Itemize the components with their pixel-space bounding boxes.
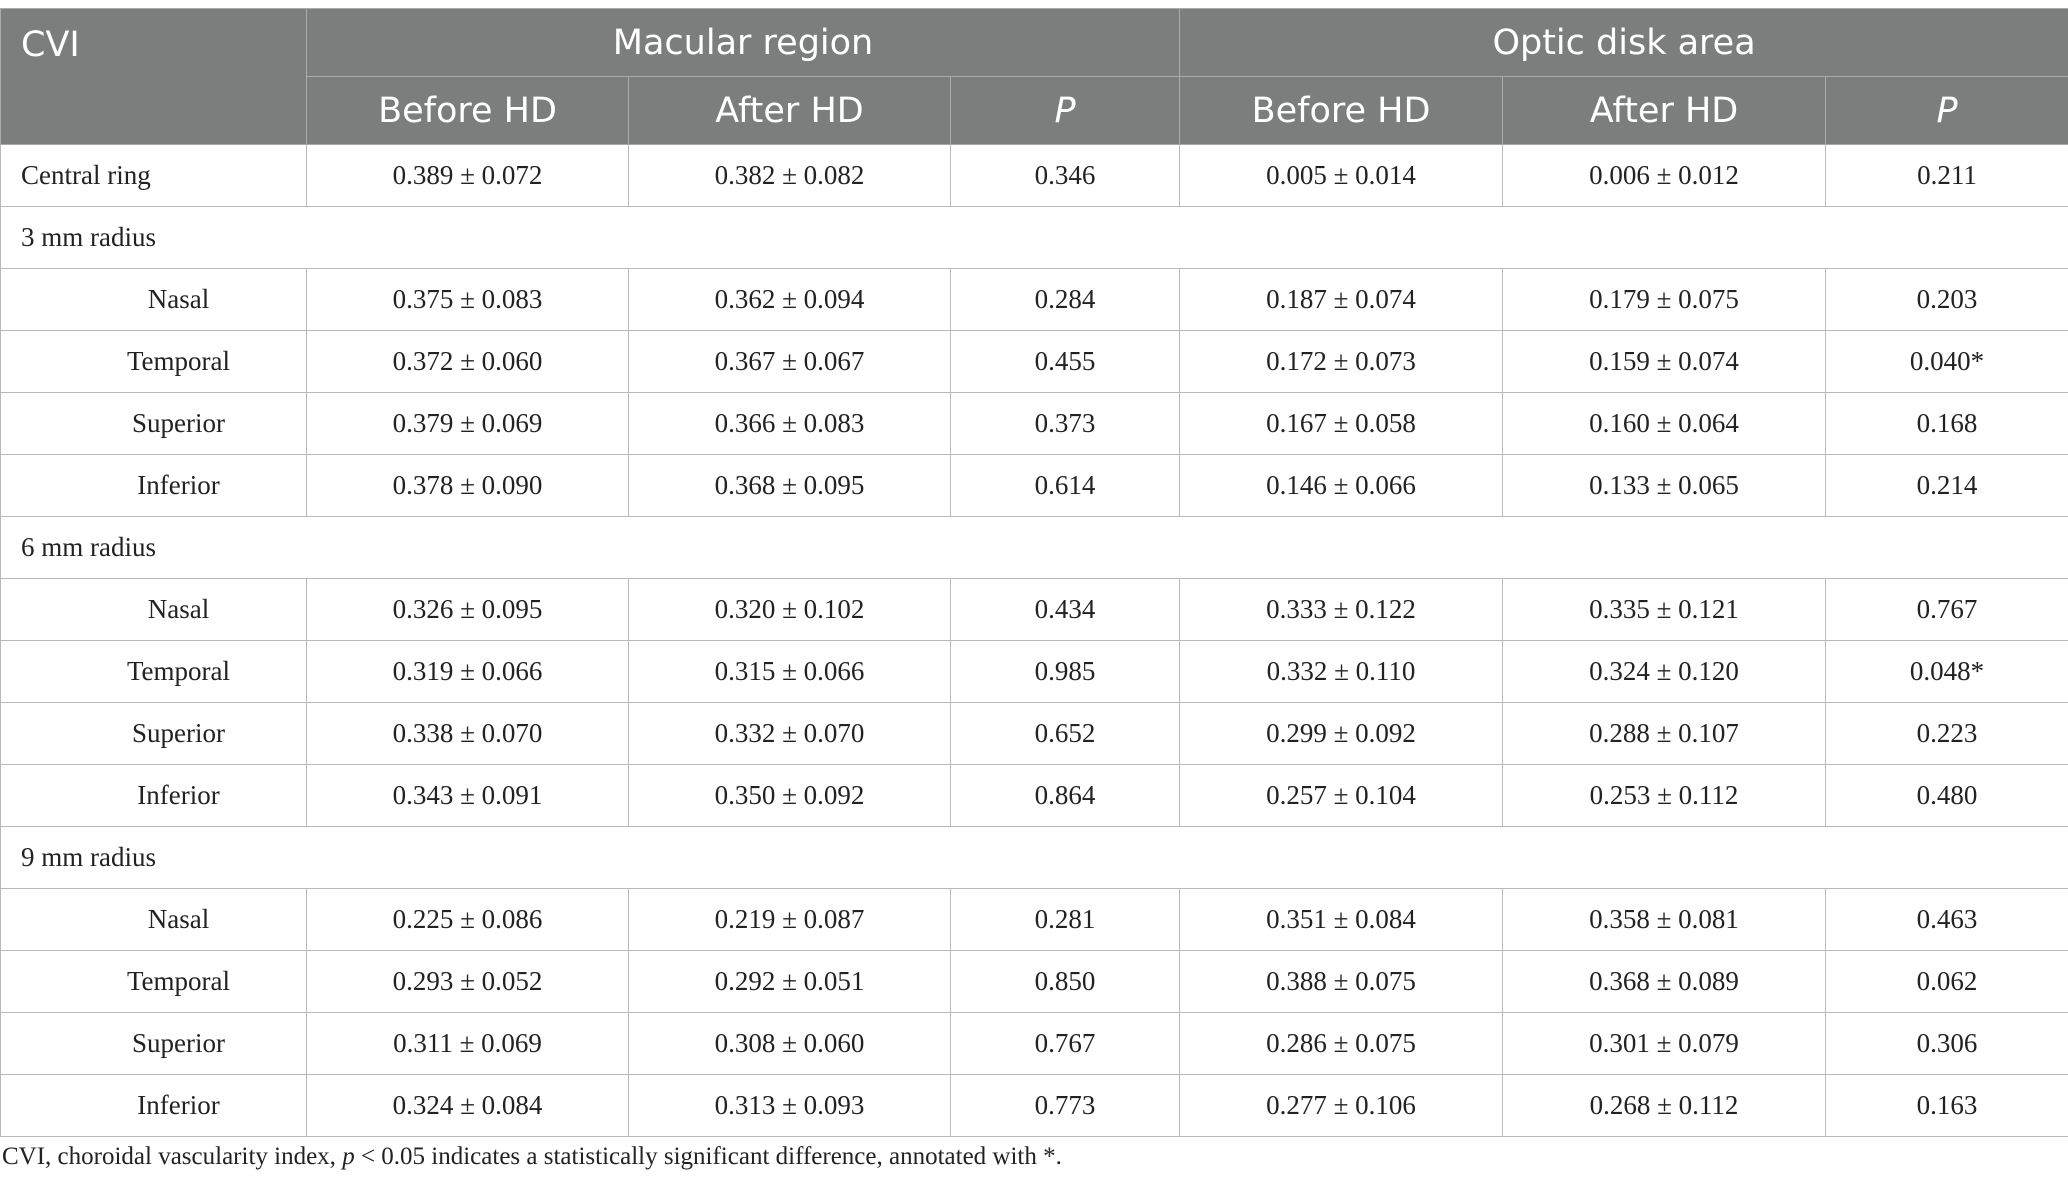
row-label: Nasal — [1, 579, 307, 641]
table-header — [1, 9, 2068, 145]
row-label: Nasal — [1, 889, 307, 951]
table-cell: 0.301 ± 0.079 — [1503, 1013, 1826, 1075]
table-cell: 0.346 — [951, 145, 1180, 207]
table-cell: 0.332 ± 0.070 — [629, 703, 951, 765]
table-cell: 0.172 ± 0.073 — [1180, 331, 1503, 393]
table-cell: 0.167 ± 0.058 — [1180, 393, 1503, 455]
row-label: Superior — [1, 703, 307, 765]
table-cell: 0.211 — [1826, 145, 2068, 207]
section-label: 3 mm radius — [1, 207, 2068, 269]
row-label: Superior — [1, 393, 307, 455]
table-cell: 0.326 ± 0.095 — [307, 579, 629, 641]
row-label: Inferior — [1, 455, 307, 517]
table-cell: 0.214 — [1826, 455, 2068, 517]
table-cell: 0.286 ± 0.075 — [1180, 1013, 1503, 1075]
table-cell: 0.299 ± 0.092 — [1180, 703, 1503, 765]
table-footnote — [2, 1143, 1062, 1171]
table-cell: 0.480 — [1826, 765, 2068, 827]
table-cell: 0.308 ± 0.060 — [629, 1013, 951, 1075]
footnote-p-symbol: p — [342, 1143, 355, 1170]
table-cell: 0.062 — [1826, 951, 2068, 1013]
table-cell: 0.146 ± 0.066 — [1180, 455, 1503, 517]
row-label: Nasal — [1, 269, 307, 331]
row-label: Temporal — [1, 951, 307, 1013]
row-label: Central ring — [1, 145, 307, 207]
header-optic-disk-area: Optic disk area — [1180, 9, 2068, 77]
table-cell: 0.335 ± 0.121 — [1503, 579, 1826, 641]
table-row — [1, 393, 2068, 455]
table-cell: 0.368 ± 0.089 — [1503, 951, 1826, 1013]
table-cell: 0.358 ± 0.081 — [1503, 889, 1826, 951]
table-cell: 0.313 ± 0.093 — [629, 1075, 951, 1137]
table-container — [0, 8, 2068, 1137]
table-cell: 0.320 ± 0.102 — [629, 579, 951, 641]
table-row — [1, 1075, 2068, 1137]
table-cell: 0.367 ± 0.067 — [629, 331, 951, 393]
table-cell: 0.773 — [951, 1075, 1180, 1137]
table-cell: 0.463 — [1826, 889, 2068, 951]
table-row — [1, 951, 2068, 1013]
header-macular-region: Macular region — [307, 9, 1180, 77]
row-label: Temporal — [1, 331, 307, 393]
table-cell: 0.332 ± 0.110 — [1180, 641, 1503, 703]
table-row — [1, 269, 2068, 331]
row-label: Inferior — [1, 1075, 307, 1137]
table-cell: 0.268 ± 0.112 — [1503, 1075, 1826, 1137]
section-row-3mm — [1, 207, 2068, 269]
table-cell: 0.850 — [951, 951, 1180, 1013]
table-cell: 0.005 ± 0.014 — [1180, 145, 1503, 207]
footnote-text-end: < 0.05 indicates a statistically significant difference, annotated with *. — [354, 1143, 1062, 1170]
table-cell: 0.372 ± 0.060 — [307, 331, 629, 393]
table-cell: 0.163 — [1826, 1075, 2068, 1137]
table-cell: 0.040* — [1826, 331, 2068, 393]
table-cell: 0.351 ± 0.084 — [1180, 889, 1503, 951]
table-cell: 0.160 ± 0.064 — [1503, 393, 1826, 455]
table-cell: 0.362 ± 0.094 — [629, 269, 951, 331]
table-cell: 0.281 — [951, 889, 1180, 951]
footnote-text-start: CVI, choroidal vascularity index, — [2, 1143, 343, 1170]
table-cell: 0.343 ± 0.091 — [307, 765, 629, 827]
table-row-central-ring — [1, 145, 2068, 207]
row-label: Inferior — [1, 765, 307, 827]
table-row — [1, 765, 2068, 827]
header-optic-before-hd: Before HD — [1180, 77, 1503, 145]
table-cell: 0.159 ± 0.074 — [1503, 331, 1826, 393]
section-label: 6 mm radius — [1, 517, 2068, 579]
table-cell: 0.614 — [951, 455, 1180, 517]
table-cell: 0.048* — [1826, 641, 2068, 703]
table-row — [1, 703, 2068, 765]
table-cell: 0.288 ± 0.107 — [1503, 703, 1826, 765]
table-cell: 0.985 — [951, 641, 1180, 703]
header-macular-p: P — [951, 77, 1180, 145]
table-cell: 0.434 — [951, 579, 1180, 641]
table-cell: 0.333 ± 0.122 — [1180, 579, 1503, 641]
cvi-table — [0, 8, 2068, 1137]
table-body — [1, 145, 2068, 1137]
table-row — [1, 1013, 2068, 1075]
table-cell: 0.652 — [951, 703, 1180, 765]
table-cell: 0.373 — [951, 393, 1180, 455]
table-cell: 0.315 ± 0.066 — [629, 641, 951, 703]
table-row — [1, 889, 2068, 951]
table-cell: 0.767 — [1826, 579, 2068, 641]
section-row-9mm — [1, 827, 2068, 889]
header-optic-after-hd: After HD — [1503, 77, 1826, 145]
section-row-6mm — [1, 517, 2068, 579]
table-cell: 0.006 ± 0.012 — [1503, 145, 1826, 207]
table-cell: 0.382 ± 0.082 — [629, 145, 951, 207]
table-cell: 0.203 — [1826, 269, 2068, 331]
table-row — [1, 455, 2068, 517]
table-cell: 0.388 ± 0.075 — [1180, 951, 1503, 1013]
table-cell: 0.187 ± 0.074 — [1180, 269, 1503, 331]
table-cell: 0.253 ± 0.112 — [1503, 765, 1826, 827]
header-macular-after-hd: After HD — [629, 77, 951, 145]
table-cell: 0.379 ± 0.069 — [307, 393, 629, 455]
table-row — [1, 331, 2068, 393]
table-cell: 0.311 ± 0.069 — [307, 1013, 629, 1075]
header-cvi: CVI — [1, 9, 307, 145]
header-row-columns — [1, 77, 2068, 145]
table-cell: 0.864 — [951, 765, 1180, 827]
table-cell: 0.306 — [1826, 1013, 2068, 1075]
table-cell: 0.223 — [1826, 703, 2068, 765]
table-cell: 0.293 ± 0.052 — [307, 951, 629, 1013]
table-cell: 0.324 ± 0.084 — [307, 1075, 629, 1137]
row-label: Temporal — [1, 641, 307, 703]
table-cell: 0.767 — [951, 1013, 1180, 1075]
table-cell: 0.219 ± 0.087 — [629, 889, 951, 951]
table-cell: 0.277 ± 0.106 — [1180, 1075, 1503, 1137]
table-cell: 0.168 — [1826, 393, 2068, 455]
header-row-groups — [1, 9, 2068, 77]
header-optic-p: P — [1826, 77, 2068, 145]
table-cell: 0.375 ± 0.083 — [307, 269, 629, 331]
table-cell: 0.319 ± 0.066 — [307, 641, 629, 703]
section-label: 9 mm radius — [1, 827, 2068, 889]
header-macular-before-hd: Before HD — [307, 77, 629, 145]
table-cell: 0.455 — [951, 331, 1180, 393]
table-cell: 0.324 ± 0.120 — [1503, 641, 1826, 703]
table-cell: 0.366 ± 0.083 — [629, 393, 951, 455]
table-cell: 0.378 ± 0.090 — [307, 455, 629, 517]
table-cell: 0.368 ± 0.095 — [629, 455, 951, 517]
table-cell: 0.179 ± 0.075 — [1503, 269, 1826, 331]
table-cell: 0.225 ± 0.086 — [307, 889, 629, 951]
table-cell: 0.292 ± 0.051 — [629, 951, 951, 1013]
table-row — [1, 579, 2068, 641]
table-row — [1, 641, 2068, 703]
table-cell: 0.350 ± 0.092 — [629, 765, 951, 827]
table-cell: 0.284 — [951, 269, 1180, 331]
table-cell: 0.257 ± 0.104 — [1180, 765, 1503, 827]
table-cell: 0.389 ± 0.072 — [307, 145, 629, 207]
table-cell: 0.133 ± 0.065 — [1503, 455, 1826, 517]
table-cell: 0.338 ± 0.070 — [307, 703, 629, 765]
row-label: Superior — [1, 1013, 307, 1075]
